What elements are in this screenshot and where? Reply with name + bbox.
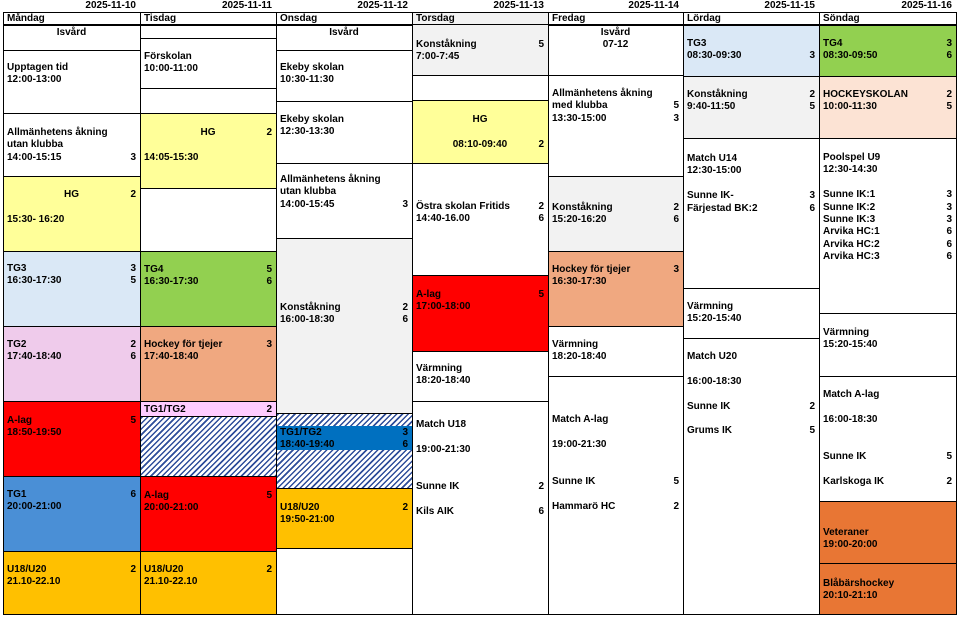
block-line: A-lag 5 xyxy=(7,415,136,426)
schedule-block[interactable] xyxy=(277,548,412,615)
event-bar xyxy=(277,426,412,450)
schedule-block[interactable] xyxy=(820,313,956,377)
schedule-block[interactable] xyxy=(277,25,412,51)
block-count: 2 xyxy=(809,400,815,412)
block-line: Värmning xyxy=(552,339,599,350)
block-count: 5 xyxy=(266,264,272,275)
block-count: 2 xyxy=(809,89,815,100)
block-line xyxy=(823,426,952,438)
schedule-block[interactable] xyxy=(277,163,412,239)
schedule-block[interactable] xyxy=(141,326,276,402)
block-line: Färjestad BK:2 6 xyxy=(687,202,815,214)
schedule-block[interactable] xyxy=(684,25,819,77)
block-line: 18:50-19:50 xyxy=(7,427,62,439)
block-line: 12:30-15:00 xyxy=(687,165,742,177)
schedule-block[interactable] xyxy=(141,551,276,615)
block-line xyxy=(687,178,815,190)
schedule-block[interactable] xyxy=(549,326,683,377)
block-count: 2 xyxy=(130,339,136,350)
block-line: Match U20 xyxy=(687,351,738,362)
block-count: 5 xyxy=(538,39,544,50)
block-line: TG4 5 xyxy=(144,264,272,275)
block-line: HG xyxy=(472,114,488,125)
block-line: Kils AIK 6 xyxy=(416,505,544,517)
block-line: Grums IK 5 xyxy=(687,425,815,437)
block-line: Karlskoga IK 2 xyxy=(823,475,952,487)
block-line xyxy=(416,469,544,481)
block-line: Konståkning 2 xyxy=(280,302,408,313)
block-line: Isvård xyxy=(56,27,87,38)
block-line: Arvika HC:3 6 xyxy=(823,251,952,263)
block-count: 3 xyxy=(809,50,815,62)
day-name: Söndag xyxy=(820,13,956,25)
day-name: Torsdag xyxy=(413,13,548,25)
block-line: 12:30-14:30 xyxy=(823,164,878,176)
schedule-block[interactable] xyxy=(141,401,276,417)
schedule-block[interactable] xyxy=(277,50,412,102)
block-line: Allmänhetens åkning xyxy=(280,174,381,185)
block-line: utan klubba xyxy=(280,186,337,198)
block-line: 08:30-09:30 3 xyxy=(687,50,815,62)
block-line: 08:30-09:50 6 xyxy=(823,50,952,62)
day-column xyxy=(548,12,684,615)
block-line: Arvika HC:1 6 xyxy=(823,226,952,238)
block-count: 5 xyxy=(809,425,815,437)
block-count: 6 xyxy=(130,489,136,500)
schedule-block[interactable] xyxy=(141,188,276,252)
block-line xyxy=(552,426,679,438)
block-line: TG4 3 xyxy=(823,38,952,49)
block-line: Sunne IK 5 xyxy=(552,476,679,487)
block-count: 3 xyxy=(946,214,952,225)
block-count: 3 xyxy=(946,38,952,49)
block-line: 16:30-17:30 6 xyxy=(144,276,272,288)
block-line: 08:10-09:40 2 xyxy=(452,138,544,150)
block-line xyxy=(416,493,544,505)
block-line: 16:00-18:30 6 xyxy=(280,314,408,326)
block-line: Arvika HC:2 6 xyxy=(823,238,952,250)
block-line: Konståkning 2 xyxy=(687,89,815,100)
block-count: 2 xyxy=(538,138,544,150)
block-line: Isvård xyxy=(329,27,359,38)
block-line: 10:00-11:00 xyxy=(144,63,198,75)
block-line: TG3 xyxy=(687,38,707,49)
day-column xyxy=(412,12,549,615)
block-line: 16:00-18:30 xyxy=(687,375,742,387)
block-line: 15:20-16:20 6 xyxy=(552,214,679,226)
block-line: 07-12 xyxy=(602,39,629,51)
block-line xyxy=(552,464,679,476)
block-line: Blåbärshockey xyxy=(823,578,895,589)
block-line xyxy=(687,388,815,400)
block-line: 18:20-18:40 xyxy=(552,351,607,363)
block-count: 2 xyxy=(130,564,136,575)
schedule-block[interactable] xyxy=(277,488,412,549)
block-line: 19:00-20:00 xyxy=(823,539,878,551)
block-line xyxy=(416,431,544,443)
block-count: 5 xyxy=(538,289,544,300)
schedule-block[interactable] xyxy=(549,25,683,76)
block-line: HOCKEYSKOLAN 2 xyxy=(823,89,952,100)
schedule-block[interactable] xyxy=(4,401,140,477)
block-line: Östra skolan Fritids 2 xyxy=(416,201,544,212)
block-line: 19:00-21:30 xyxy=(552,438,607,450)
block-line: Ekeby skolan xyxy=(280,62,344,73)
block-line: A-lag 5 xyxy=(416,289,544,300)
block-line: Konståkning 2 xyxy=(552,202,679,213)
block-line: Match A-lag xyxy=(552,414,609,425)
block-line: Hammarö HC 2 xyxy=(552,500,679,512)
schedule-block[interactable] xyxy=(4,25,140,51)
block-line: 16:00-18:30 xyxy=(823,413,878,425)
block-count: 5 xyxy=(946,451,952,462)
schedule-block[interactable] xyxy=(413,163,548,276)
block-count: 2 xyxy=(266,127,272,138)
day-name: Lördag xyxy=(684,13,819,25)
schedule-block[interactable] xyxy=(277,238,412,414)
block-line: U18/U20 2 xyxy=(7,564,136,575)
block-line: HG 2 xyxy=(64,189,136,200)
block-count: 3 xyxy=(946,189,952,201)
block-line: 15:30- 16:20 xyxy=(7,213,65,225)
schedule-block[interactable] xyxy=(413,100,548,164)
date-header: 2025-11-15 xyxy=(764,0,815,11)
block-line: 10:30-11:30 xyxy=(280,74,334,86)
block-line: 21.10-22.10 xyxy=(144,576,198,588)
block-count: 5 xyxy=(673,100,679,112)
block-line: A-lag 5 xyxy=(144,490,272,501)
block-count: 3 xyxy=(673,112,679,124)
schedule-block[interactable] xyxy=(684,288,819,339)
schedule-block[interactable] xyxy=(141,88,276,114)
schedule-block[interactable] xyxy=(684,338,819,615)
block-line: Sunne IK:2 3 xyxy=(823,201,952,213)
block-count: 2 xyxy=(673,202,679,213)
block-line: Hockey för tjejer 3 xyxy=(144,339,272,350)
schedule-block[interactable] xyxy=(4,326,140,402)
block-count: 2 xyxy=(538,201,544,212)
day-name: Tisdag xyxy=(141,13,276,25)
schedule-block[interactable] xyxy=(549,251,683,327)
block-line: 14:00-15:45 3 xyxy=(280,198,408,210)
block-line: Isvård xyxy=(600,27,631,38)
block-count: 6 xyxy=(402,314,408,326)
schedule-block[interactable] xyxy=(277,101,412,164)
schedule-block[interactable] xyxy=(4,176,140,252)
block-line: Sunne IK:3 3 xyxy=(823,214,952,225)
block-line: 12:00-13:00 xyxy=(7,74,62,86)
schedule-block[interactable] xyxy=(820,563,956,615)
block-count: 6 xyxy=(946,226,952,238)
block-count: 3 xyxy=(402,198,408,210)
block-line: 16:30-17:30 xyxy=(552,276,607,288)
block-line xyxy=(823,177,952,189)
block-line: Hockey för tjejer 3 xyxy=(552,264,679,275)
block-count: 2 xyxy=(946,89,952,100)
schedule-block[interactable] xyxy=(413,75,548,101)
day-column xyxy=(683,12,820,615)
block-line xyxy=(552,488,679,500)
schedule-block[interactable] xyxy=(4,251,140,327)
block-line: Upptagen tid xyxy=(7,62,69,73)
block-line: Sunne IK 2 xyxy=(416,481,544,492)
block-line: Värmning xyxy=(416,363,463,374)
block-line: Sunne IK- 3 xyxy=(687,190,815,202)
date-header: 2025-11-11 xyxy=(221,0,272,11)
block-line xyxy=(823,439,952,451)
block-line: U18/U20 2 xyxy=(144,564,272,575)
schedule-block[interactable] xyxy=(141,38,276,89)
block-line: 21.10-22.10 xyxy=(7,576,61,588)
block-line: Ekeby skolan xyxy=(280,114,344,125)
block-line: 20:00-21:00 xyxy=(144,502,199,514)
block-count: 5 xyxy=(809,101,815,113)
schedule-block[interactable] xyxy=(141,25,276,39)
block-line: 17:40-18:40 6 xyxy=(7,351,136,363)
block-line: 20:10-21:10 xyxy=(823,590,878,602)
block-count: 2 xyxy=(946,475,952,487)
schedule-block[interactable] xyxy=(4,113,140,177)
block-count: 5 xyxy=(130,275,136,287)
schedule-block[interactable] xyxy=(820,376,956,502)
schedule-block[interactable] xyxy=(820,138,956,314)
block-count: 6 xyxy=(809,202,815,214)
block-line: 9:40-11:50 5 xyxy=(687,101,815,113)
day-name: Onsdag xyxy=(277,13,412,25)
block-count: 2 xyxy=(266,564,272,575)
block-count: 6 xyxy=(946,238,952,250)
block-line: 19:50-21:00 xyxy=(280,514,335,526)
block-line xyxy=(823,401,952,413)
block-count: 2 xyxy=(130,189,136,200)
schedule-block[interactable] xyxy=(141,113,276,189)
block-line: Match A-lag xyxy=(823,389,880,400)
block-line: TG3 3 xyxy=(7,263,136,274)
block-line xyxy=(416,126,544,138)
day-name: Fredag xyxy=(549,13,683,25)
block-line: HG 2 xyxy=(200,127,272,138)
date-header: 2025-11-16 xyxy=(901,0,952,11)
block-count: 6 xyxy=(130,351,136,363)
block-count: 3 xyxy=(130,263,136,274)
block-line: Förskolan xyxy=(144,51,192,62)
block-count: 2 xyxy=(538,481,544,492)
day-column xyxy=(276,12,413,615)
schedule-block[interactable] xyxy=(141,476,276,552)
block-count: 2 xyxy=(402,302,408,313)
schedule-block[interactable] xyxy=(684,138,819,289)
block-line: 17:40-18:40 xyxy=(144,351,199,363)
block-line xyxy=(144,139,272,151)
date-header: 2025-11-10 xyxy=(85,0,136,11)
schedule-block[interactable] xyxy=(684,76,819,139)
block-line xyxy=(416,456,544,468)
block-line: 17:00-18:00 xyxy=(416,301,471,313)
date-header: 2025-11-12 xyxy=(357,0,408,11)
schedule-block[interactable] xyxy=(141,416,276,477)
schedule-block[interactable] xyxy=(413,351,548,402)
block-line: 14:00-15:15 3 xyxy=(7,151,136,163)
block-line: 19:00-21:30 xyxy=(416,443,471,455)
block-count: 2 xyxy=(673,500,679,512)
block-line: Allmänhetens åkning xyxy=(552,88,653,99)
block-line: med klubba 5 xyxy=(552,100,679,112)
block-line xyxy=(687,363,815,375)
date-header: 2025-11-14 xyxy=(628,0,679,11)
block-line: Match U14 xyxy=(687,153,738,164)
day-column xyxy=(819,12,957,615)
schedule-block[interactable] xyxy=(549,75,683,177)
block-line: TG1 6 xyxy=(7,489,136,500)
schedule-block[interactable] xyxy=(141,251,276,327)
block-line: 13:30-15:00 3 xyxy=(552,112,679,124)
schedule-block[interactable] xyxy=(549,176,683,252)
block-count: 2 xyxy=(402,502,408,513)
schedule-block[interactable] xyxy=(820,25,956,77)
schedule-block[interactable] xyxy=(549,376,683,615)
block-line xyxy=(552,451,679,463)
schedule-block[interactable] xyxy=(413,275,548,352)
block-line: 15:20-15:40 xyxy=(823,339,878,351)
block-line: Allmänhetens åkning xyxy=(7,127,108,138)
block-line: 12:30-13:30 xyxy=(280,126,335,138)
block-count: 3 xyxy=(266,339,272,350)
block-line: 7:00-7:45 xyxy=(416,51,460,63)
block-line: 14:05-15:30 xyxy=(144,151,199,163)
day-column xyxy=(140,12,277,615)
block-count: 5 xyxy=(130,415,136,426)
block-line xyxy=(7,201,136,213)
block-line: Match U18 xyxy=(416,419,467,430)
block-count: 3 xyxy=(946,201,952,213)
block-count: 3 xyxy=(673,264,679,275)
block-line: 18:40-19:40 6 xyxy=(280,439,408,450)
block-count: 6 xyxy=(673,214,679,226)
block-line: Värmning xyxy=(687,301,734,312)
block-count: 3 xyxy=(130,151,136,163)
block-line: 20:00-21:00 xyxy=(7,501,62,513)
block-count: 2 xyxy=(266,404,272,415)
block-line: utan klubba xyxy=(7,139,64,151)
block-line: 10:00-11:30 5 xyxy=(823,101,952,113)
block-count: 5 xyxy=(946,101,952,113)
block-line: TG1/TG2 3 xyxy=(280,427,408,438)
date-header: 2025-11-13 xyxy=(493,0,544,11)
block-count: 6 xyxy=(538,213,544,225)
block-line: 15:20-15:40 xyxy=(687,313,742,325)
block-count: 6 xyxy=(946,251,952,263)
block-line: Sunne IK:1 3 xyxy=(823,189,952,201)
block-line: 14:40-16.00 6 xyxy=(416,213,544,225)
block-line: TG1/TG2 2 xyxy=(144,404,272,415)
schedule-block[interactable] xyxy=(4,551,140,615)
schedule-block[interactable] xyxy=(820,501,956,564)
schedule-block[interactable] xyxy=(413,401,548,615)
block-line xyxy=(823,463,952,475)
block-count: 5 xyxy=(673,476,679,487)
schedule-block[interactable] xyxy=(277,413,412,489)
schedule-block[interactable] xyxy=(4,476,140,552)
block-count: 6 xyxy=(266,276,272,288)
schedule-block[interactable] xyxy=(4,50,140,114)
block-line: Värmning xyxy=(823,327,870,338)
block-line: Poolspel U9 xyxy=(823,152,881,163)
block-line: Veteraner xyxy=(823,527,869,538)
block-line: 18:20-18:40 xyxy=(416,375,471,387)
day-column xyxy=(3,12,141,615)
block-count: 6 xyxy=(946,50,952,62)
block-count: 6 xyxy=(538,505,544,517)
day-name: Måndag xyxy=(4,13,140,25)
block-line: Konståkning 5 xyxy=(416,39,544,50)
block-line: Sunne IK 5 xyxy=(823,451,952,462)
block-line: 16:30-17:30 5 xyxy=(7,275,136,287)
schedule-block[interactable] xyxy=(820,76,956,139)
block-line: Sunne IK 2 xyxy=(687,400,815,412)
block-count: 3 xyxy=(809,190,815,202)
block-line: TG2 2 xyxy=(7,339,136,350)
block-line xyxy=(687,413,815,425)
block-count: 5 xyxy=(266,490,272,501)
block-line: U18/U20 2 xyxy=(280,502,408,513)
